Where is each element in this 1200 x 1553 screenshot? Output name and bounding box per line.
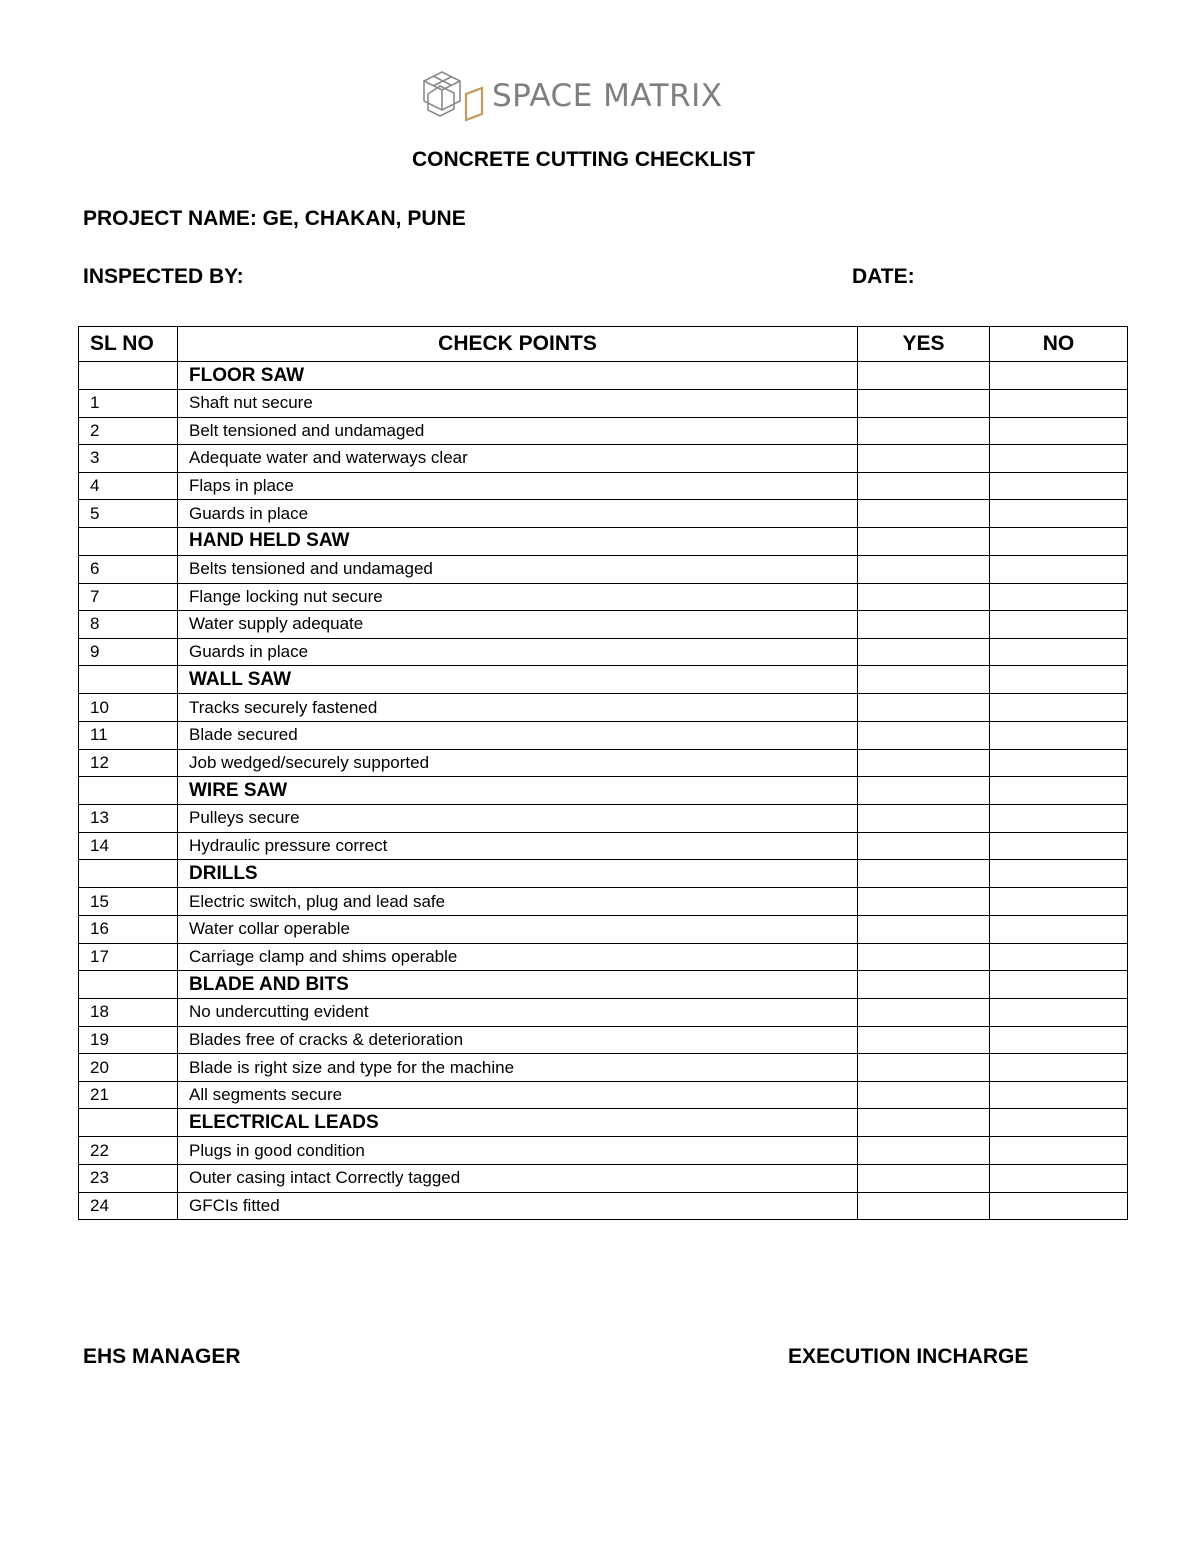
check-point-cell: Outer casing intact Correctly tagged (178, 1165, 858, 1193)
no-cell[interactable] (990, 805, 1128, 833)
sl-no-cell: 21 (79, 1081, 178, 1109)
check-point-cell: Guards in place (178, 500, 858, 528)
yes-cell[interactable] (858, 362, 990, 390)
header-check-points: CHECK POINTS (178, 327, 858, 362)
yes-cell[interactable] (858, 666, 990, 694)
section-label: HAND HELD SAW (178, 527, 858, 555)
table-row (79, 1192, 1128, 1220)
no-cell[interactable] (990, 915, 1128, 943)
sl-no-cell: 6 (79, 555, 178, 583)
table-row (79, 694, 1128, 722)
sl-no-cell: 18 (79, 999, 178, 1027)
yes-cell[interactable] (858, 943, 990, 971)
table-row (79, 749, 1128, 777)
sl-no-cell: 7 (79, 583, 178, 611)
section-row (79, 666, 1128, 694)
table-row (79, 638, 1128, 666)
check-point-cell: Job wedged/securely supported (178, 749, 858, 777)
no-cell[interactable] (990, 943, 1128, 971)
section-row (79, 527, 1128, 555)
ehs-manager-signature: EHS MANAGER (83, 1345, 241, 1368)
no-cell[interactable] (990, 832, 1128, 860)
yes-cell[interactable] (858, 1109, 990, 1137)
table-row (79, 1137, 1128, 1165)
yes-cell[interactable] (858, 1137, 990, 1165)
table-row (79, 1054, 1128, 1082)
check-point-cell: Belt tensioned and undamaged (178, 417, 858, 445)
yes-cell[interactable] (858, 1054, 990, 1082)
table-row (79, 805, 1128, 833)
no-cell[interactable] (990, 445, 1128, 473)
no-cell[interactable] (990, 390, 1128, 418)
sl-no-cell (79, 777, 178, 805)
yes-cell[interactable] (858, 721, 990, 749)
yes-cell[interactable] (858, 1192, 990, 1220)
no-cell[interactable] (990, 999, 1128, 1027)
sl-no-cell: 12 (79, 749, 178, 777)
section-label: WALL SAW (178, 666, 858, 694)
yes-cell[interactable] (858, 638, 990, 666)
table-row (79, 999, 1128, 1027)
sl-no-cell (79, 362, 178, 390)
yes-cell[interactable] (858, 527, 990, 555)
section-label: DRILLS (178, 860, 858, 888)
check-point-cell: Tracks securely fastened (178, 694, 858, 722)
no-cell[interactable] (990, 417, 1128, 445)
check-point-cell: GFCIs fitted (178, 1192, 858, 1220)
no-cell[interactable] (990, 1137, 1128, 1165)
sl-no-cell: 17 (79, 943, 178, 971)
no-cell[interactable] (990, 694, 1128, 722)
yes-cell[interactable] (858, 390, 990, 418)
header-yes: YES (858, 327, 990, 362)
table-header-row (79, 327, 1128, 362)
section-row (79, 860, 1128, 888)
yes-cell[interactable] (858, 611, 990, 639)
section-label: WIRE SAW (178, 777, 858, 805)
check-point-cell: Guards in place (178, 638, 858, 666)
no-cell[interactable] (990, 583, 1128, 611)
table-row (79, 500, 1128, 528)
check-point-cell: Hydraulic pressure correct (178, 832, 858, 860)
yes-cell[interactable] (858, 915, 990, 943)
no-cell[interactable] (990, 971, 1128, 999)
yes-cell[interactable] (858, 417, 990, 445)
no-cell[interactable] (990, 860, 1128, 888)
sl-no-cell: 3 (79, 445, 178, 473)
no-cell[interactable] (990, 749, 1128, 777)
no-cell[interactable] (990, 555, 1128, 583)
check-point-cell: Pulleys secure (178, 805, 858, 833)
table-row (79, 888, 1128, 916)
check-point-cell: Shaft nut secure (178, 390, 858, 418)
check-point-cell: No undercutting evident (178, 999, 858, 1027)
table-row (79, 445, 1128, 473)
checklist-table (78, 326, 1128, 1220)
yes-cell[interactable] (858, 971, 990, 999)
sl-no-cell: 11 (79, 721, 178, 749)
checklist-body (79, 362, 1128, 1220)
check-point-cell: Flaps in place (178, 472, 858, 500)
project-name: PROJECT NAME: GE, CHAKAN, PUNE (83, 207, 466, 230)
yes-cell[interactable] (858, 1081, 990, 1109)
sl-no-cell: 24 (79, 1192, 178, 1220)
check-point-cell: Blade is right size and type for the machine (178, 1054, 858, 1082)
section-label: FLOOR SAW (178, 362, 858, 390)
no-cell[interactable] (990, 1165, 1128, 1193)
logo-text: SPACE MATRIX (492, 78, 723, 114)
no-cell[interactable] (990, 1109, 1128, 1137)
sl-no-cell: 20 (79, 1054, 178, 1082)
no-cell[interactable] (990, 1192, 1128, 1220)
section-label: ELECTRICAL LEADS (178, 1109, 858, 1137)
table-row (79, 555, 1128, 583)
table-row (79, 915, 1128, 943)
sl-no-cell: 16 (79, 915, 178, 943)
company-logo (420, 68, 723, 124)
section-row (79, 1109, 1128, 1137)
no-cell[interactable] (990, 362, 1128, 390)
table-row (79, 1026, 1128, 1054)
yes-cell[interactable] (858, 1026, 990, 1054)
check-point-cell: Water collar operable (178, 915, 858, 943)
sl-no-cell (79, 1109, 178, 1137)
table-row (79, 390, 1128, 418)
sl-no-cell: 22 (79, 1137, 178, 1165)
yes-cell[interactable] (858, 832, 990, 860)
sl-no-cell: 1 (79, 390, 178, 418)
sl-no-cell (79, 971, 178, 999)
header-sl-no: SL NO (79, 327, 178, 362)
no-cell[interactable] (990, 721, 1128, 749)
check-point-cell: Plugs in good condition (178, 1137, 858, 1165)
no-cell[interactable] (990, 1054, 1128, 1082)
no-cell[interactable] (990, 527, 1128, 555)
yes-cell[interactable] (858, 694, 990, 722)
check-point-cell: Blade secured (178, 721, 858, 749)
sl-no-cell: 19 (79, 1026, 178, 1054)
yes-cell[interactable] (858, 472, 990, 500)
space-matrix-logo-icon (420, 68, 488, 124)
yes-cell[interactable] (858, 777, 990, 805)
inspected-by-label: INSPECTED BY: (83, 265, 244, 288)
table-row (79, 417, 1128, 445)
sl-no-cell (79, 527, 178, 555)
no-cell[interactable] (990, 666, 1128, 694)
sl-no-cell: 4 (79, 472, 178, 500)
no-cell[interactable] (990, 777, 1128, 805)
no-cell[interactable] (990, 611, 1128, 639)
header-no: NO (990, 327, 1128, 362)
table-row (79, 1165, 1128, 1193)
table-row (79, 472, 1128, 500)
yes-cell[interactable] (858, 860, 990, 888)
check-point-cell: Adequate water and waterways clear (178, 445, 858, 473)
table-row (79, 832, 1128, 860)
yes-cell[interactable] (858, 555, 990, 583)
check-point-cell: Blades free of cracks & deterioration (178, 1026, 858, 1054)
execution-incharge-signature: EXECUTION INCHARGE (788, 1345, 1029, 1368)
check-point-cell: Water supply adequate (178, 611, 858, 639)
sl-no-cell: 5 (79, 500, 178, 528)
date-label: DATE: (852, 265, 915, 288)
no-cell[interactable] (990, 638, 1128, 666)
no-cell[interactable] (990, 1081, 1128, 1109)
check-point-cell: All segments secure (178, 1081, 858, 1109)
yes-cell[interactable] (858, 888, 990, 916)
check-point-cell: Electric switch, plug and lead safe (178, 888, 858, 916)
sl-no-cell: 13 (79, 805, 178, 833)
table-row (79, 611, 1128, 639)
yes-cell[interactable] (858, 583, 990, 611)
no-cell[interactable] (990, 500, 1128, 528)
check-point-cell: Belts tensioned and undamaged (178, 555, 858, 583)
yes-cell[interactable] (858, 749, 990, 777)
sl-no-cell (79, 666, 178, 694)
check-point-cell: Flange locking nut secure (178, 583, 858, 611)
sl-no-cell: 10 (79, 694, 178, 722)
section-row (79, 362, 1128, 390)
table-row (79, 1081, 1128, 1109)
section-row (79, 971, 1128, 999)
yes-cell[interactable] (858, 999, 990, 1027)
yes-cell[interactable] (858, 445, 990, 473)
check-point-cell: Carriage clamp and shims operable (178, 943, 858, 971)
no-cell[interactable] (990, 472, 1128, 500)
sl-no-cell: 2 (79, 417, 178, 445)
sl-no-cell: 15 (79, 888, 178, 916)
sl-no-cell: 14 (79, 832, 178, 860)
yes-cell[interactable] (858, 500, 990, 528)
no-cell[interactable] (990, 888, 1128, 916)
section-row (79, 777, 1128, 805)
section-label: BLADE AND BITS (178, 971, 858, 999)
yes-cell[interactable] (858, 805, 990, 833)
sl-no-cell: 8 (79, 611, 178, 639)
table-row (79, 943, 1128, 971)
sl-no-cell (79, 860, 178, 888)
table-row (79, 583, 1128, 611)
no-cell[interactable] (990, 1026, 1128, 1054)
sl-no-cell: 9 (79, 638, 178, 666)
document-title: CONCRETE CUTTING CHECKLIST (412, 148, 755, 171)
table-row (79, 721, 1128, 749)
yes-cell[interactable] (858, 1165, 990, 1193)
sl-no-cell: 23 (79, 1165, 178, 1193)
